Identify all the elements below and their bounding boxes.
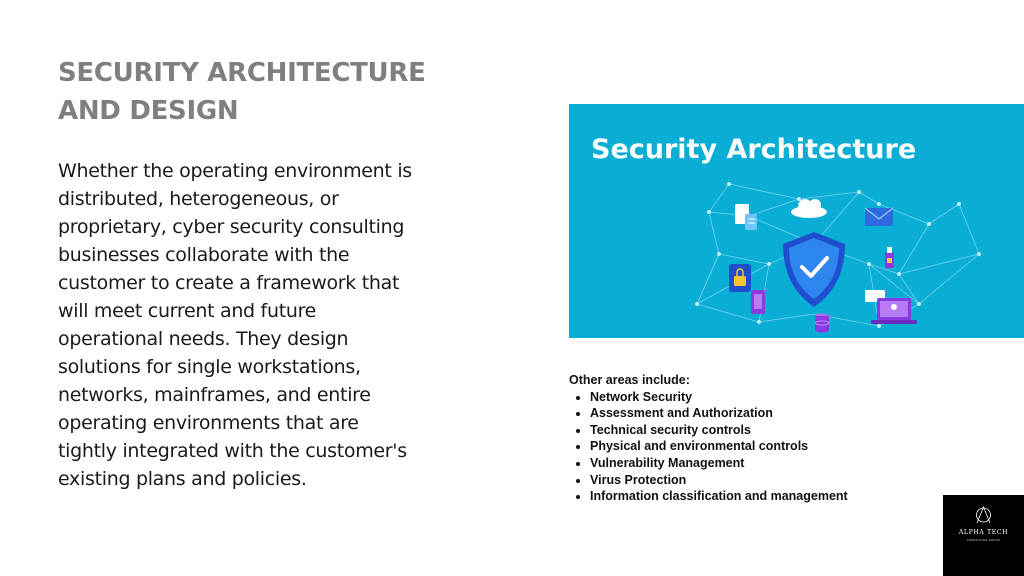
- database-icon: [815, 314, 829, 333]
- illustration-title: Security Architecture: [591, 134, 917, 165]
- shield-check-icon: [783, 232, 845, 307]
- area-list-item: • Technical security controls: [590, 422, 989, 439]
- area-list-item: • Vulnerability Management: [590, 455, 989, 472]
- page-title-line-2: AND DESIGN: [58, 96, 239, 126]
- logo-tagline: CONSULTING GROUP: [966, 539, 1001, 542]
- phone-icon: [751, 290, 765, 314]
- area-list-item: • Physical and environmental controls: [590, 438, 989, 455]
- other-areas-list: [569, 372, 989, 505]
- areas-bullet-list: [569, 389, 989, 505]
- logo-name: ALPHA TECH: [958, 529, 1009, 536]
- usb-icon: [885, 247, 894, 268]
- area-list-item: • Network Security: [590, 389, 989, 406]
- document-icon: [735, 204, 757, 230]
- page-title-line-1: SECURITY ARCHITECTURE: [58, 58, 426, 88]
- laptop-icon: [871, 298, 917, 324]
- company-logo: [943, 495, 1024, 576]
- cloud-icon: [791, 199, 827, 218]
- padlock-icon: [729, 264, 751, 292]
- other-areas-intro: Other areas include:: [569, 373, 690, 387]
- area-list-item: • Virus Protection: [590, 472, 989, 489]
- mail-icon: [865, 208, 893, 226]
- security-architecture-illustration: [569, 104, 1024, 338]
- area-list-item: • Information classification and management: [590, 488, 989, 505]
- body-paragraph: Whether the operating environment is distributed, heterogeneous, or proprietary, cyber security consulting businesses collaborate with the customer to create a framework that will meet current and future operational needs. They design solutions for single workstations, networks, mainframes, and entire operating environments that are tightly integrated with the customer's existing plans and policies.: [58, 160, 412, 490]
- page-title: [58, 54, 478, 130]
- area-list-item: • Assessment and Authorization: [590, 405, 989, 422]
